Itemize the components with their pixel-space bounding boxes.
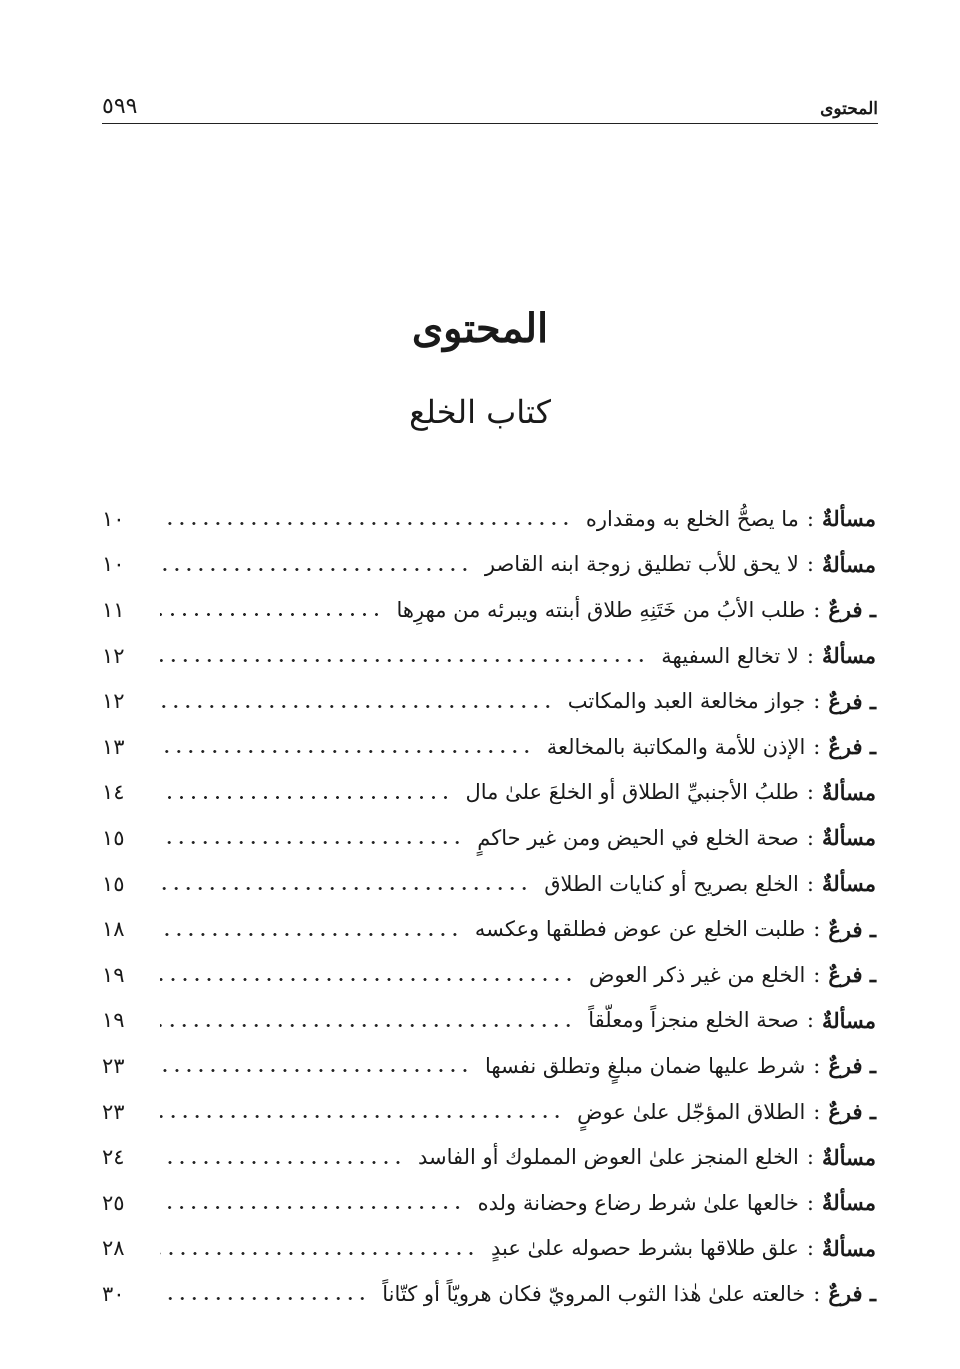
toc-entry-page: ٢٣: [102, 1053, 125, 1078]
toc-entry-kind: ـ فرعٌ: [828, 688, 876, 714]
toc-entry-title: لا يحق للأب تطليق زوجة ابنه القاصر: [484, 552, 799, 577]
toc-entry-page: ١٨: [102, 917, 125, 942]
toc-entry-title: طلب الأبُ من خَتَنِهِ طلاق أبنته ويبرئه من مهرِها: [396, 597, 806, 622]
toc-entry-title: لا تخالع السفيهة: [661, 643, 799, 668]
toc-dot-leader: [160, 522, 572, 525]
toc-entry: [102, 496, 876, 542]
toc-entry-separator: :: [806, 552, 814, 577]
toc-entry-kind: مسألةٌ: [821, 779, 876, 805]
toc-entry-kind: مسألةٌ: [821, 1007, 876, 1033]
toc-entry: [102, 633, 876, 679]
toc-entry-page: ١٠: [102, 552, 125, 577]
toc-dot-leader: [160, 1115, 563, 1118]
page-title: المحتوى: [411, 305, 549, 352]
toc-entry-title: شرط عليها ضمان مبلغٍ وتطلق نفسها: [484, 1053, 806, 1078]
toc-dot-leader: [160, 933, 461, 936]
toc-entry-page: ٢٥: [102, 1190, 125, 1215]
toc-entry: [102, 724, 876, 770]
toc-entry: [102, 1226, 876, 1272]
toc-entry-kind: ـ فرعٌ: [828, 1281, 876, 1307]
toc-entry: [102, 678, 876, 724]
toc-entry-title: خالعها علىٰ شرط رضاع وحضانة ولده: [477, 1190, 799, 1215]
toc-entry-page: ١٩: [102, 1008, 125, 1033]
toc-entry-title: صحة الخلع في الحيض ومن غير حاكمٍ: [477, 825, 799, 850]
toc-dot-leader: [160, 978, 575, 981]
toc-entry-separator: :: [806, 1145, 814, 1170]
toc-dot-leader: [160, 841, 463, 844]
book-title: كتاب الخلع: [409, 393, 551, 431]
table-of-contents: [102, 496, 876, 1317]
toc-entry-separator: :: [806, 643, 814, 668]
toc-entry: [102, 998, 876, 1044]
toc-entry-title: طلبُ الأجنبيِّ الطلاق أو الخلعَ علىٰ مال: [465, 780, 799, 805]
toc-entry: [102, 1043, 876, 1089]
toc-entry-separator: :: [806, 506, 814, 531]
toc-entry-page: ١١: [102, 597, 125, 622]
toc-entry-page: ١٩: [102, 962, 125, 987]
toc-dot-leader: [160, 750, 533, 753]
toc-entry-kind: مسألةٌ: [821, 551, 876, 577]
toc-entry-separator: :: [806, 1190, 814, 1215]
toc-dot-leader: [160, 1161, 404, 1164]
toc-entry: [102, 1271, 876, 1317]
toc-entry-separator: :: [806, 780, 814, 805]
toc-entry-separator: :: [813, 734, 821, 759]
toc-entry-title: جواز مخالعة العبد والمكاتب: [567, 689, 806, 714]
toc-entry: [102, 906, 876, 952]
toc-entry: [102, 952, 876, 998]
toc-entry-page: ٢٤: [102, 1145, 125, 1170]
toc-entry-title: ما يصحُّ الخلع به ومقداره: [585, 506, 799, 531]
toc-entry-title: طلبت الخلع عن عوض فطلقها وعكسه: [474, 917, 806, 942]
toc-entry: [102, 587, 876, 633]
toc-entry: [102, 815, 876, 861]
toc-entry-page: ١٢: [102, 643, 125, 668]
toc-entry-page: ١٠: [102, 506, 125, 531]
toc-dot-leader: [160, 613, 382, 616]
toc-entry-title: علق طلاقها بشرط حصوله علىٰ عبدٍ: [490, 1236, 799, 1261]
toc-entry-separator: :: [813, 1053, 821, 1078]
toc-entry-title: الخلع بصريح أو كنايات الطلاق: [544, 871, 799, 896]
toc-entry-page: ١٣: [102, 734, 125, 759]
toc-entry-separator: :: [806, 871, 814, 896]
toc-entry-title: الخلع المنجز علىٰ العوض المملوك أو الفاسد: [417, 1145, 799, 1170]
toc-entry-kind: مسألةٌ: [821, 643, 876, 669]
toc-entry-page: ٢٣: [102, 1099, 125, 1124]
toc-entry-page: ١٥: [102, 871, 125, 896]
toc-dot-leader: [160, 705, 554, 708]
toc-dot-leader: [160, 568, 471, 571]
toc-entry-kind: مسألةٌ: [821, 825, 876, 851]
running-header: [102, 82, 878, 124]
toc-entry-kind: مسألةٌ: [821, 1190, 876, 1216]
page-number: ٥٩٩: [102, 94, 138, 119]
running-title: المحتوى: [820, 99, 878, 119]
toc-dot-leader: [160, 1252, 477, 1255]
toc-dot-leader: [160, 1297, 368, 1300]
toc-dot-leader: [160, 659, 647, 662]
toc-entry-kind: ـ فرعٌ: [828, 734, 876, 760]
toc-entry: [102, 1180, 876, 1226]
toc-entry: [102, 1089, 876, 1135]
toc-entry-kind: ـ فرعٌ: [828, 962, 876, 988]
toc-entry-separator: :: [806, 1236, 814, 1261]
toc-entry-page: ١٥: [102, 825, 125, 850]
toc-entry: [102, 770, 876, 816]
toc-entry-kind: مسألةٌ: [821, 506, 876, 532]
toc-entry-separator: :: [806, 1008, 814, 1033]
toc-entry-title: صحة الخلع منجزاً ومعلّقاً: [588, 1008, 799, 1033]
toc-entry-title: الطلاق المؤجّل علىٰ عوضٍ: [577, 1099, 806, 1124]
toc-entry-kind: ـ فرعٌ: [828, 1053, 876, 1079]
toc-entry: [102, 542, 876, 588]
toc-entry: [102, 1134, 876, 1180]
toc-entry-page: ١٢: [102, 689, 125, 714]
toc-entry-separator: :: [806, 825, 814, 850]
toc-dot-leader: [160, 1206, 464, 1209]
toc-dot-leader: [160, 796, 452, 799]
toc-entry-kind: مسألةٌ: [821, 871, 876, 897]
toc-entry-separator: :: [813, 917, 821, 942]
toc-entry-page: ١٤: [102, 780, 125, 805]
toc-entry-separator: :: [813, 962, 821, 987]
toc-dot-leader: [160, 887, 530, 890]
toc-entry-separator: :: [813, 1281, 821, 1306]
toc-entry-page: ٣٠: [102, 1281, 125, 1306]
toc-dot-leader: [160, 1069, 471, 1072]
toc-entry-separator: :: [813, 689, 821, 714]
toc-entry-kind: ـ فرعٌ: [828, 1099, 876, 1125]
toc-entry-page: ٢٨: [102, 1236, 125, 1261]
toc-entry-separator: :: [813, 1099, 821, 1124]
toc-entry-kind: ـ فرعٌ: [828, 916, 876, 942]
toc-entry-title: خالعته علىٰ هٰذا الثوب المرويّ فكان هرويّاً أو كتّاناً: [382, 1281, 806, 1306]
toc-entry-kind: مسألةٌ: [821, 1144, 876, 1170]
toc-entry-title: الإذن للأمة والمكاتبة بالمخالعة: [546, 734, 806, 759]
toc-entry-separator: :: [813, 597, 821, 622]
toc-dot-leader: [160, 1024, 574, 1027]
toc-entry-title: الخلع من غير ذكر العوض: [589, 962, 806, 987]
toc-entry: [102, 861, 876, 907]
toc-entry-kind: ـ فرعٌ: [828, 597, 876, 623]
toc-entry-kind: مسألةٌ: [821, 1235, 876, 1261]
